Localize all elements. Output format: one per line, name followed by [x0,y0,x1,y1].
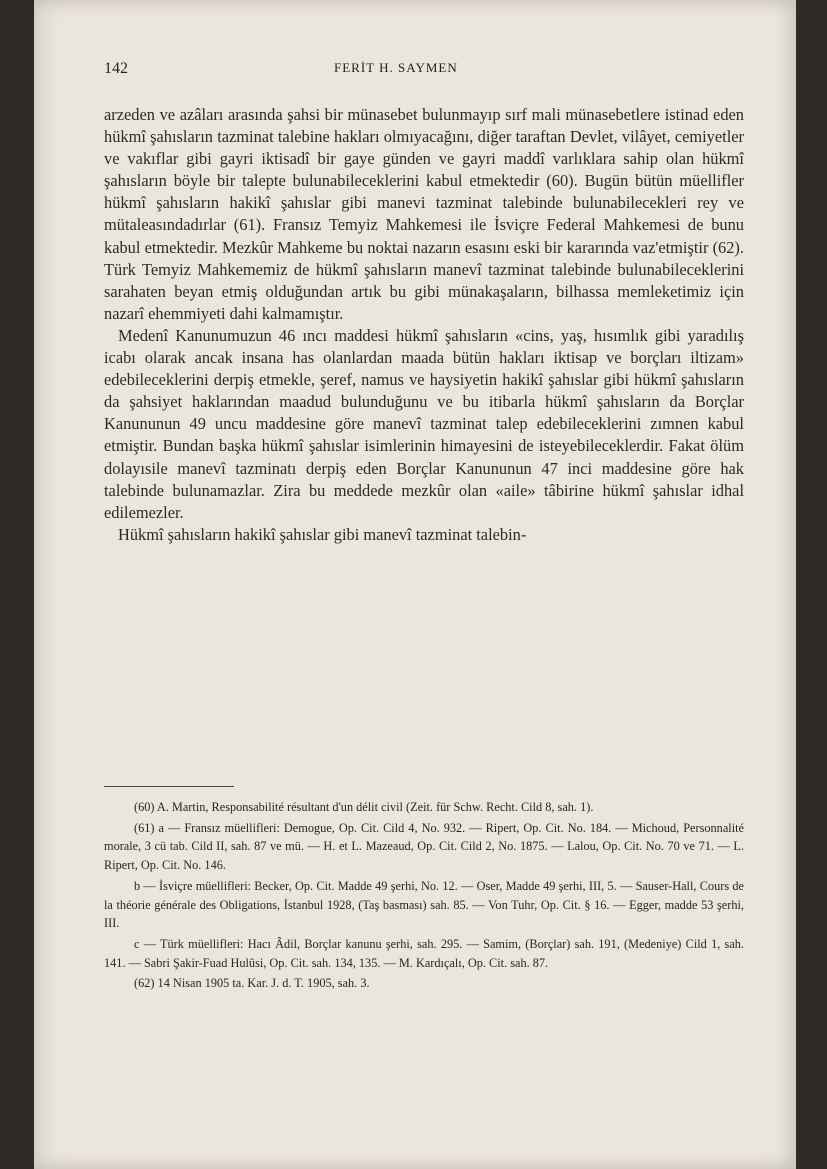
paragraph-3: Hükmî şahısların hakikî şahıslar gibi manevî tazminat talebin- [118,524,527,544]
footnote-rule [104,786,234,787]
paragraph-2: Medenî Kanunumuzun 46 ıncı maddesi hükmî şahısların «cins, yaş, hısımlık gibi yaradılış icabı olarak ancak insana has olanlardan maada bütün hakları iktisap ve borçları iltizam» edebileceklerini derpiş etmekle, şeref, namus ve haysiyetin hakikî şahıslar gibi hükmî şahısların da şahsiyet haklarından maadud bulunduğunu ve bu itibarla hükmî şahısların da Borçlar Kanununun 49 uncu maddesine göre manevî tazminat talep edebileceklerini zımnen kabul etmiştir. Bundan başka hükmî şahıslar isimlerinin himayesini de isteyebileceklerdir. Fakat ölüm dolayısile manevî tazminatı derpiş eden Borçlar Kanununun 47 inci maddesine göre hak talebinde bulunamazlar. Zira bu meddede mezkûr olan «aile» tâbirine hükmî şahıslar idhal edilemezler. [104,325,744,522]
footnote-61a: (61) a — Fransız müellifleri: Demogue, Op. Cit. Cild 4, No. 932. — Ripert, Op. Cit. No. 184. — Michoud, Personnalité morale, 3 cü tab. Cild II, sah. 87 ve mü. — H. et L. Mazeaud, Op. Cit. Cild 2, No. 1875. — Lalou, Op. Cit. No. 70 ve 71. — L. Ripert, Op. Cit. No. 146. [104,820,744,873]
running-head: FERİT H. SAYMEN [334,60,458,75]
footnote-61c: c — Türk müellifleri: Hacı Âdil, Borçlar kanunu şerhi, sah. 295. — Samim, (Borçlar) sah. 191, (Medeniye) Cild 1, sah. 141. — Sabri Şakir-Fuad Hulûsi, Op. Cit. sah. 134, 135. — M. Kardıçalı, Op. Cit. sah. 87. [104,936,744,970]
page-number: 142 [104,60,128,77]
page-header [104,60,744,84]
book-page [34,0,796,1169]
paragraph-1: arzeden ve azâları arasında şahsi bir münasebet bulunmayıp sırf mali münasebetlere istinad eden hükmî şahısların tazminat talebine hakları olmıyacağını, diğer taraftan Devlet, vilâyet, cemiyetler ve vakıflar gibi gayri iktisadî bir gaye günden ve gayri maddî varlıklara sahip olan hükmî şahısların böyle bir talepte bulunabileceklerini kabul etmektedir (60). Bugün bütün müellifler hükmî şahısların hakikî şahıslar gibi manevi tazminat talebinde bulunabilecekleri rey ve mütaleasındadırlar (61). Fransız Temyiz Mahkemesi ile İsviçre Federal Mahkemesi de bunu kabul etmektedir. Mezkûr Mahkeme bu noktai nazarın esasını eski bir kararında vaz'etmiştir (62). Türk Temyiz Mahkememiz de hükmî şahısların manevî tazminat talebinde bulunabileceklerini sarahaten beyan etmiş olduğundan artık bu gibi münakaşaların, bilhassa memleketimiz için nazarî ehemmiyeti dahi kalmamıştır. [104,105,744,323]
footnotes [104,798,744,995]
footnote-62: (62) 14 Nisan 1905 ta. Kar. J. d. T. 1905, sah. 3. [134,976,370,991]
footnote-60: (60) A. Martin, Responsabilité résultant d'un délit civil (Zeit. für Schw. Recht. Cild 8, sah. 1). [134,800,594,814]
footnote-61b: b — İsviçre müellifleri: Becker, Op. Cit. Madde 49 şerhi, No. 12. — Oser, Madde 49 şerhi, III, 5. — Sauser-Hall, Cours de la théorie générale des Obligations, İstanbul 1928, (Taş basması) sah. 85. — Von Tuhr, Op. Cit. § 16. — Egger, madde 53 şerhi, III. [104,878,744,931]
body-text [104,104,744,546]
